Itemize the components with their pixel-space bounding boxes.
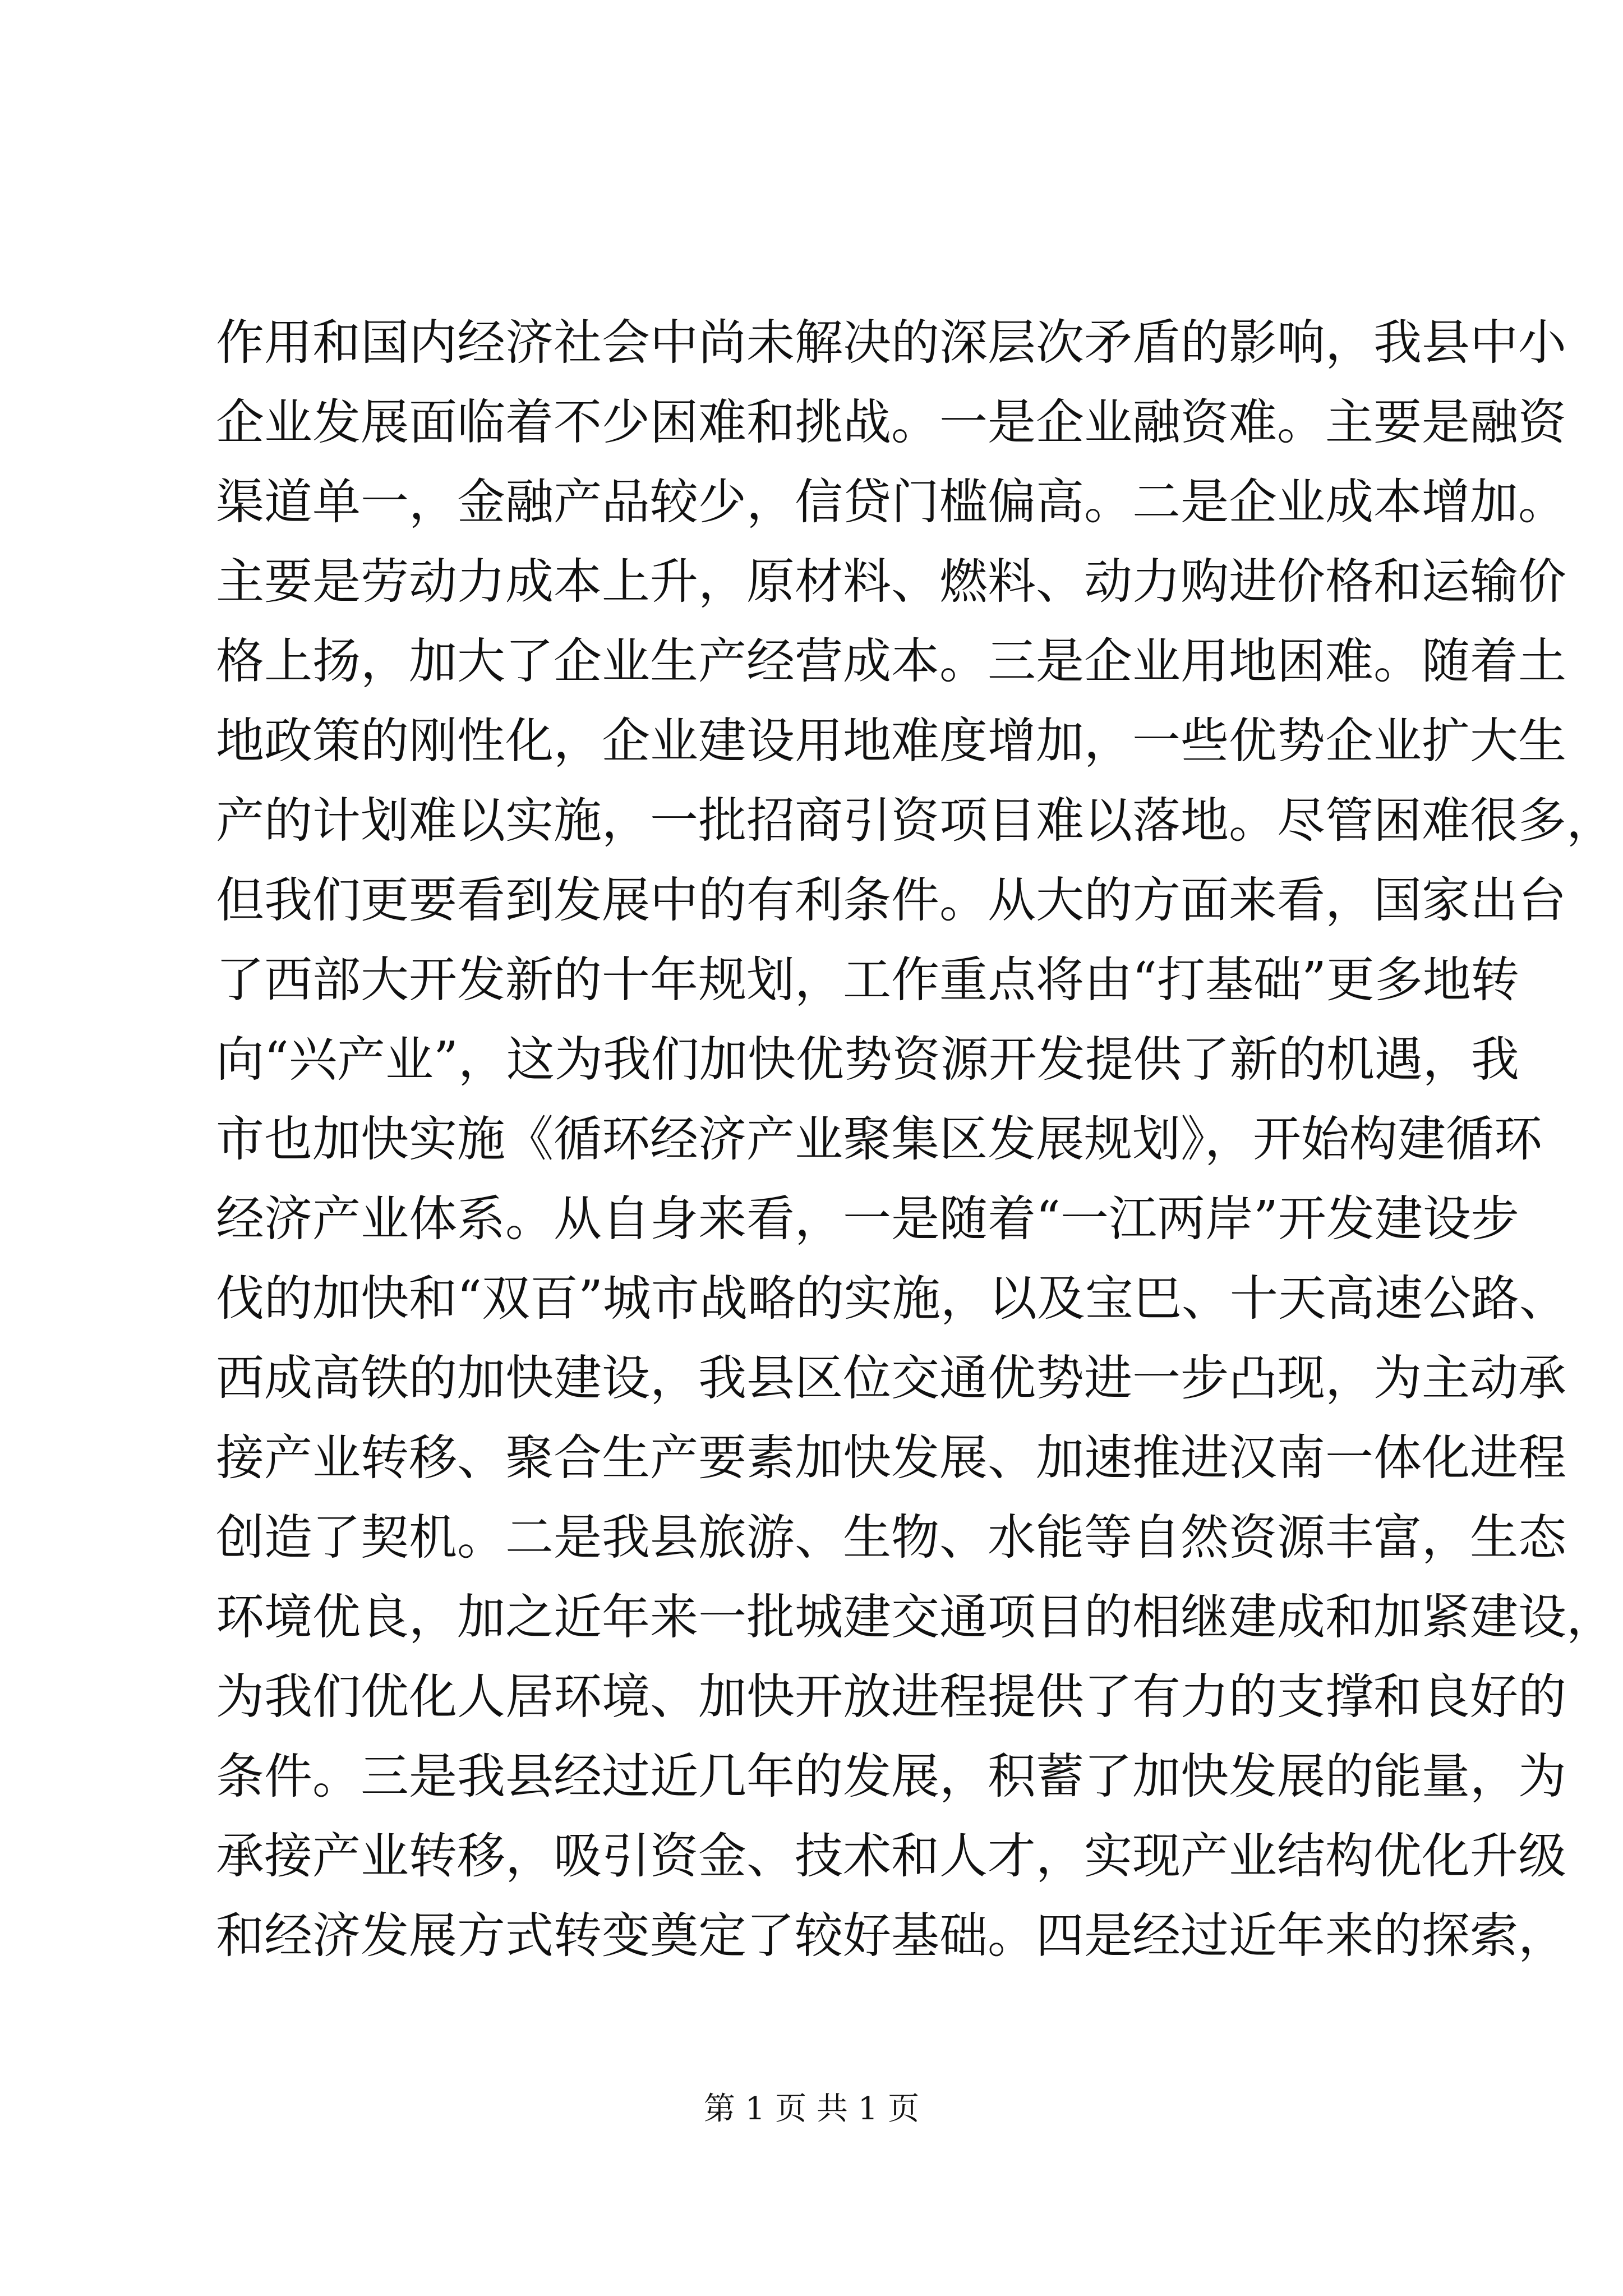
text-line-6: 地政策的刚性化，企业建设用地难度增加，一些优势企业扩大生 <box>216 713 1566 769</box>
text-line-21: 和经济发展方式转变奠定了较好基础。四是经过近年来的探索， <box>216 1908 1566 1964</box>
page-number-label: 第 1 页 共 1 页 <box>703 2091 920 2127</box>
text-line-18: 为我们优化人居环境、加快开放进程提供了有力的支撑和良好的 <box>216 1669 1566 1725</box>
body-text <box>216 303 1615 1976</box>
text-line-9: 了西部大开发新的十年规划，工作重点将由“打基础”更多地转 <box>216 952 1519 1008</box>
text-line-17: 环境优良，加之近年来一批城建交通项目的相继建成和加紧建设， <box>216 1589 1615 1645</box>
text-line-2: 企业发展面临着不少困难和挑战。一是企业融资难。主要是融资 <box>216 394 1566 450</box>
text-line-7: 产的计划难以实施，一批招商引资项目难以落地。尽管困难很多， <box>216 793 1615 849</box>
text-line-11: 市也加快实施《循环经济产业聚集区发展规划》，开始构建循环 <box>216 1111 1542 1167</box>
text-line-5: 格上扬，加大了企业生产经营成本。三是企业用地困难。随着土 <box>216 633 1566 689</box>
text-line-19: 条件。三是我县经过近几年的发展，积蓄了加快发展的能量，为 <box>216 1749 1566 1805</box>
text-line-3: 渠道单一，金融产品较少，信贷门槛偏高。二是企业成本增加。 <box>216 474 1566 530</box>
text-line-20: 承接产业转移，吸引资金、技术和人才，实现产业结构优化升级 <box>216 1828 1566 1884</box>
text-line-10: 向“兴产业”，这为我们加快优势资源开发提供了新的机遇，我 <box>216 1032 1519 1088</box>
text-line-12: 经济产业体系。从自身来看，一是随着“一江两岸”开发建设步 <box>216 1191 1519 1247</box>
text-line-16: 创造了契机。二是我县旅游、生物、水能等自然资源丰富，生态 <box>216 1510 1566 1566</box>
text-line-1: 作用和国内经济社会中尚未解决的深层次矛盾的影响，我县中小 <box>216 315 1566 371</box>
text-line-13: 伐的加快和“双百”城市战略的实施，以及宝巴、十天高速公路、 <box>216 1271 1567 1327</box>
text-line-15: 接产业转移、聚合生产要素加快发展、加速推进汉南一体化进程 <box>216 1430 1566 1486</box>
text-line-8: 但我们更要看到发展中的有利条件。从大的方面来看，国家出台 <box>216 872 1566 928</box>
text-line-14: 西成高铁的加快建设，我县区位交通优势进一步凸现，为主动承 <box>216 1350 1566 1406</box>
text-line-4: 主要是劳动力成本上升，原材料、燃料、动力购进价格和运输价 <box>216 554 1566 610</box>
page-footer <box>0 2087 1623 2132</box>
